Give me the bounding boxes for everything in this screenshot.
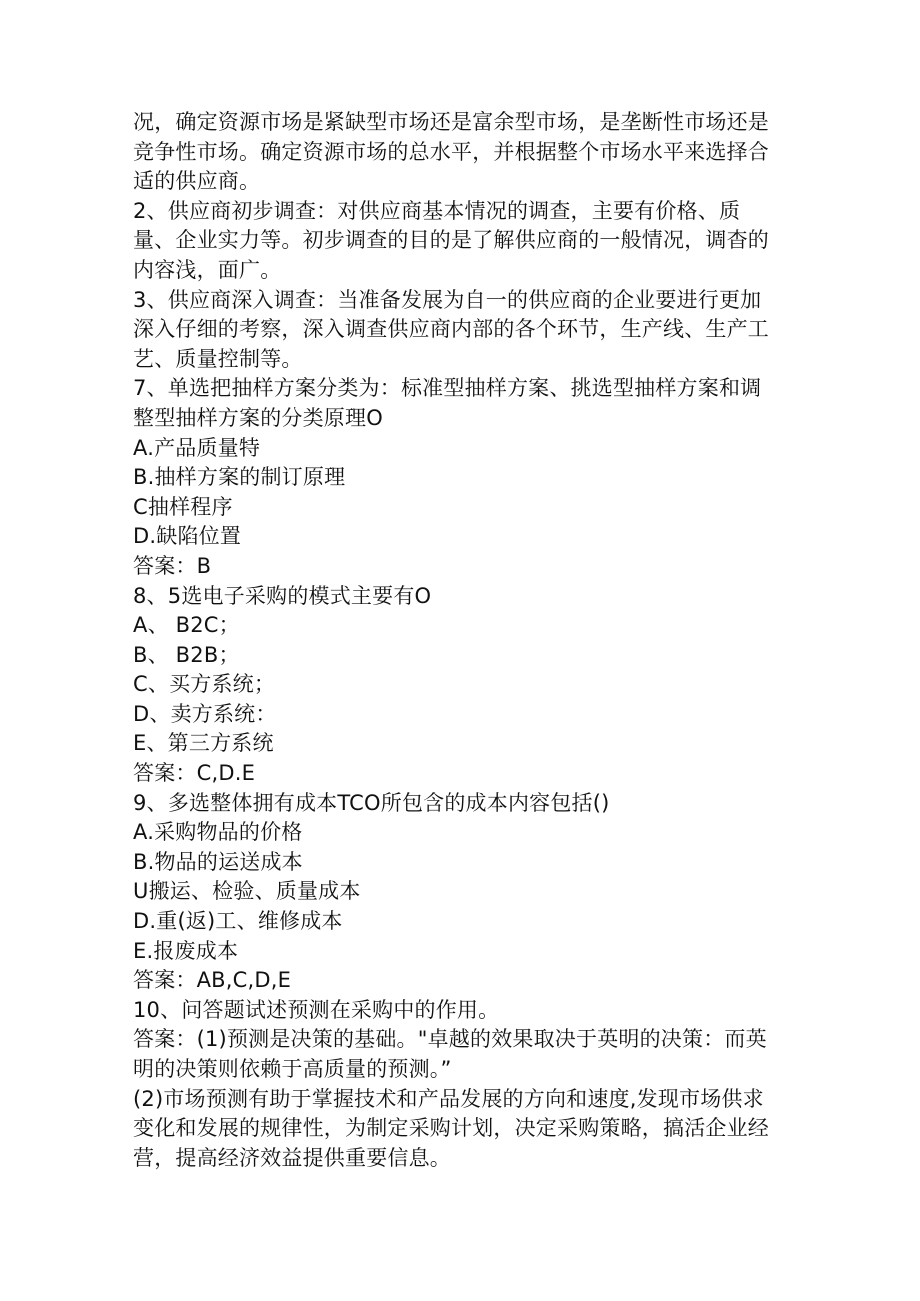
- option-b: B.抽样方案的制订原理: [133, 465, 346, 490]
- answer-line: (2)市场预测有助于掌握技术和产品发展的方向和速度,发现市场供求: [133, 1086, 764, 1111]
- option-c: U搬运、检验、质量成本: [133, 879, 361, 904]
- question-stem: 10、问答题试述预测在采购中的作用。: [133, 997, 500, 1022]
- text-line: 内容浅，面广。: [133, 257, 282, 282]
- text-line: 艺、质量控制等。: [133, 346, 303, 371]
- text-line: 2、供应商初步调查：对供应商基本情况的调查，主要有价格、质: [133, 198, 741, 223]
- answer-line: 明的决策则依赖于高质量的预测。”: [133, 1057, 452, 1081]
- option-d: D、卖方系统：: [133, 701, 277, 726]
- option-a: A、 B2C；: [133, 613, 240, 638]
- option-a: A.采购物品的价格: [133, 820, 303, 845]
- option-b: B、 B2B；: [133, 642, 240, 667]
- option-c: C、买方系统；: [133, 672, 276, 697]
- option-d: D.缺陷位置: [133, 524, 242, 549]
- option-d: D.重(返)工、维修成本: [133, 909, 343, 934]
- answer-line: 答案：AB,C,D,E: [133, 968, 292, 993]
- text-line: 3、供应商深入调查：当准备发展为自一的供应商的企业要进行更加: [133, 287, 762, 312]
- question-stem: 8、5选电子采购的模式主要有O: [133, 583, 432, 608]
- answer-line: 答案：C,D.E: [133, 761, 256, 786]
- answer-line: 变化和发展的规律性，为制定采购计划，决定采购策略，搞活企业经: [133, 1116, 769, 1141]
- option-e: E、第三方系统: [133, 731, 274, 756]
- question-stem: 7、单选把抽样方案分类为：标准型抽样方案、挑选型抽样方案和调: [133, 376, 762, 401]
- option-e: E.报废成本: [133, 938, 239, 963]
- answer-line: 答案：B: [133, 553, 212, 578]
- text-line: 量、企业实力等。初步调查的目的是了解供应商的一般情况，调杳的: [133, 228, 769, 253]
- question-stem: 9、多选整体拥有成本TCO所包含的成本内容包括(): [133, 790, 610, 815]
- option-a: A.产品质量特: [133, 435, 261, 460]
- option-b: B.物品的运送成本: [133, 849, 303, 874]
- answer-line: 营，提高经济效益提供重要信息。: [133, 1145, 451, 1170]
- text-line: 适的供应商。: [133, 169, 261, 194]
- option-c: C抽样程序: [133, 494, 233, 519]
- text-line: 深入仔细的考察，深入调查供应商内部的各个环节，生产线、生产工: [133, 317, 769, 342]
- text-line: 况，确定资源市场是紧缺型市场还是富余型市场，是垄断性市场还是: [133, 110, 769, 134]
- answer-line: 答案：(1)预测是决策的基础。"卓越的效果取决于英明的决策：而英: [133, 1027, 767, 1052]
- text-line: 竞争性市场。确定资源市场的总水平，并根据整个市场水平来选择合: [133, 139, 769, 164]
- question-stem: 整型抽样方案的分类原理O: [133, 405, 383, 430]
- document-page: [133, 108, 788, 1173]
